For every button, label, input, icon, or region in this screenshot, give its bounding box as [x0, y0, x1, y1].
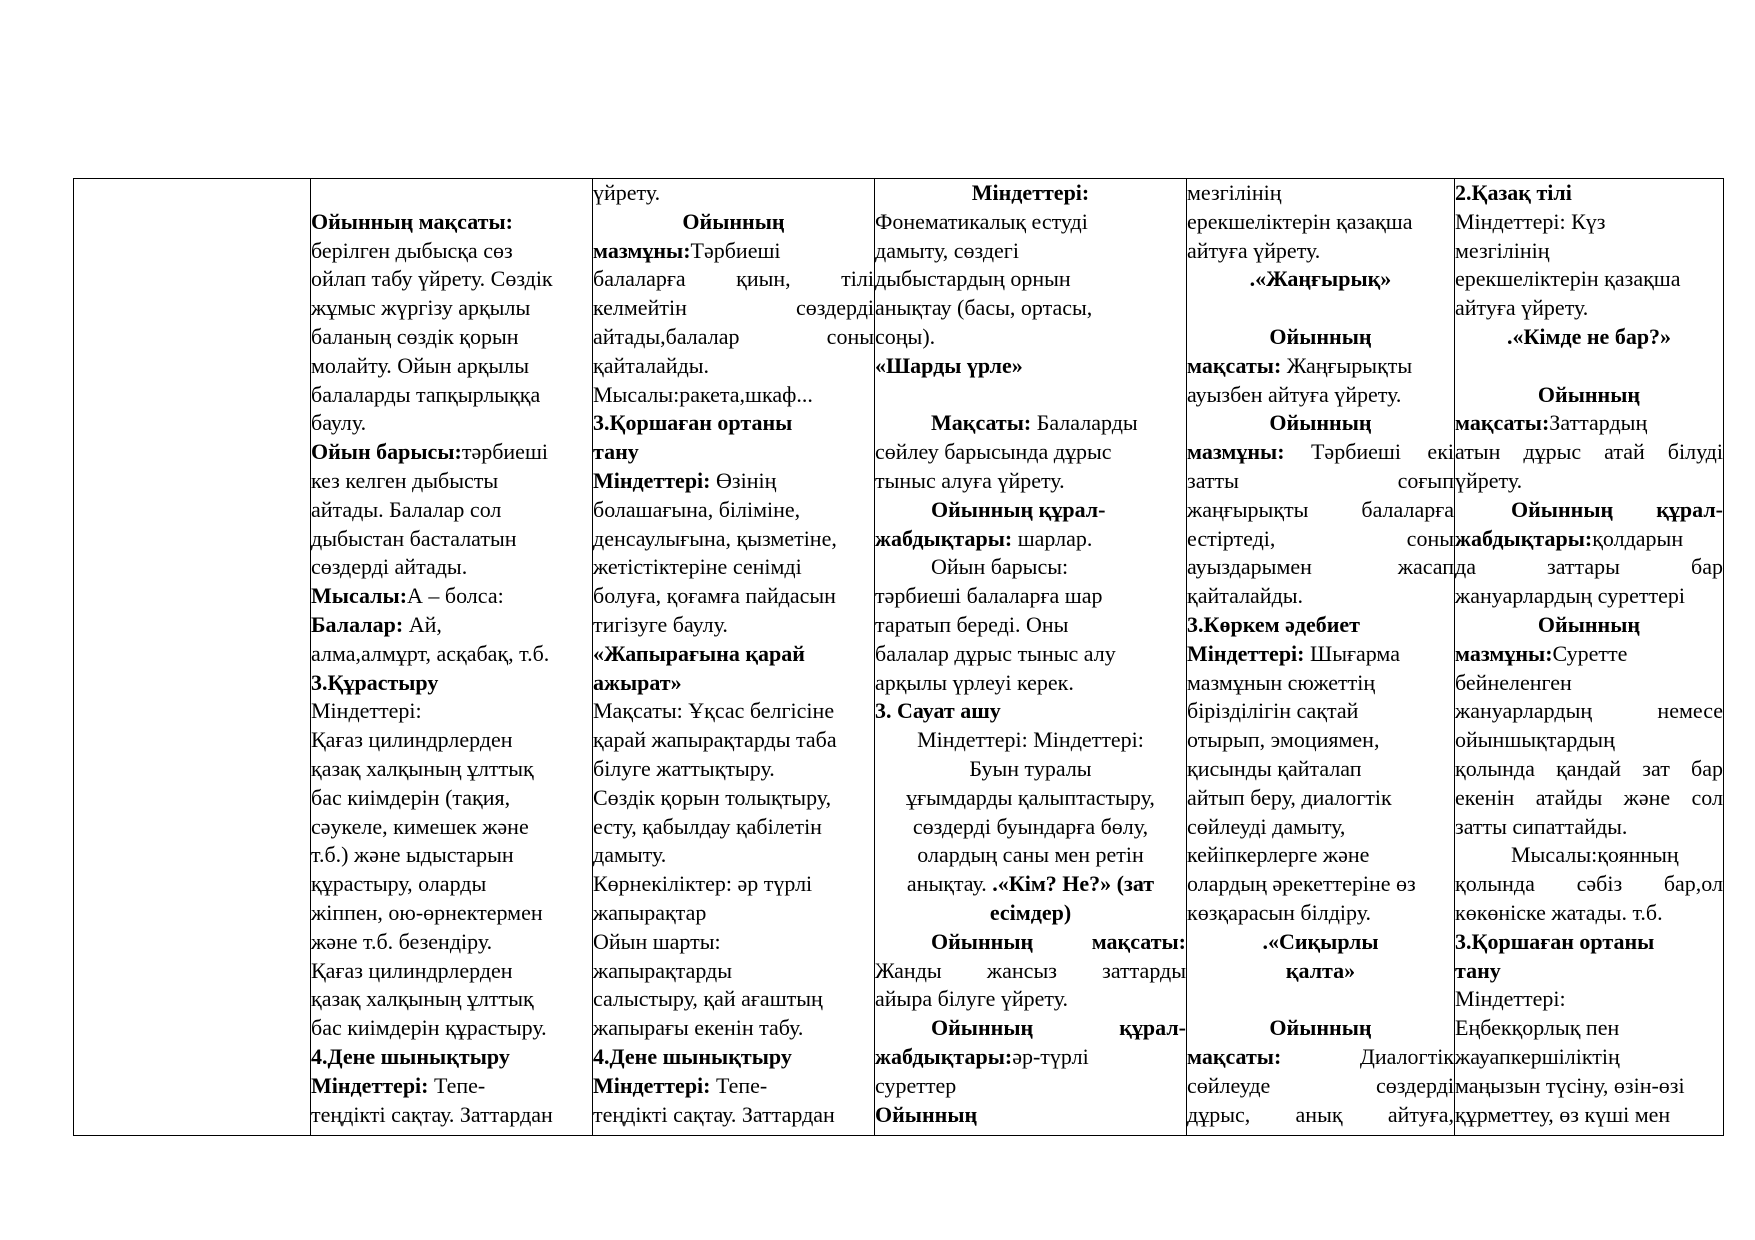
text-line: 3.Құрастыру — [311, 669, 439, 695]
text-line: білуге жаттықтыру. — [593, 755, 775, 781]
text-line: затты сипаттайды. — [1455, 813, 1628, 839]
text-line — [1187, 985, 1454, 1014]
text-line: ауызбен айтуға үйрету. — [1187, 381, 1402, 407]
text-line: айыра білуге үйрету. — [875, 986, 1069, 1012]
text-run: Заттардың — [1549, 410, 1648, 436]
text-line: затты соғып — [1187, 467, 1454, 493]
text-line: қисынды қайталап — [1187, 755, 1362, 781]
table-cell-col3 — [593, 179, 875, 1136]
text-line: жұмыс жүргізу арқылы — [311, 295, 531, 321]
text-line: .«Кімде не бар?» — [1506, 323, 1672, 349]
text-run: Балалар: — [311, 611, 404, 637]
text-line: қазақ халқының ұлттық — [311, 986, 534, 1012]
text-run: жабдықтары: — [875, 525, 1013, 551]
text-line: таратып береді. Оны — [875, 611, 1069, 637]
table-row — [74, 179, 1724, 1136]
table-cell-col1 — [74, 179, 311, 1136]
text-line: дыбыстан басталатын — [311, 525, 517, 551]
text-line: жіппен, ою-өрнектермен — [311, 899, 543, 925]
text-line: олардың саны мен ретін — [917, 842, 1144, 868]
text-line: ерекшеліктерін қазақша — [1455, 266, 1681, 292]
text-line: Ойынның — [1269, 323, 1372, 349]
text-line: Мысалы:қоянның — [1511, 842, 1679, 868]
table-cell-col6 — [1455, 179, 1724, 1136]
text-run: Міндеттері: — [311, 1072, 429, 1098]
text-line — [311, 611, 592, 640]
text-run: тәрбиеші — [461, 439, 548, 465]
text-line: тану — [593, 439, 639, 465]
text-line: т.б.) және ыдыстарын — [311, 842, 514, 868]
text-line — [1455, 352, 1723, 381]
text-line: қазақ халқының ұлттық — [311, 755, 534, 781]
text-line: ауыздарымен жасап — [1187, 554, 1454, 580]
text-line: бас киімдерін (тақия, — [311, 784, 511, 810]
text-run: әр-түрлі — [1012, 1043, 1089, 1069]
text-line: есімдер) — [989, 899, 1072, 925]
text-line: дұрыс, анық айтуға, — [1187, 1101, 1454, 1127]
text-line: кейіпкерлерге және — [1187, 842, 1370, 868]
text-run: жабдықтары: — [1455, 525, 1593, 551]
text-line: Жанды жансыз заттарды — [875, 957, 1186, 983]
text-line: тану — [1455, 957, 1501, 983]
text-line: баулу. — [311, 410, 367, 436]
text-line: берілген дыбысқа сөз — [311, 237, 513, 263]
text-line — [875, 870, 1186, 899]
text-line: жапырақтарды — [593, 957, 733, 983]
text-run: жабдықтары: — [875, 1043, 1013, 1069]
text-line: тыныс алуға үйрету. — [875, 467, 1065, 493]
text-line: есту, қабылдау қабілетін — [593, 813, 822, 839]
text-line — [875, 1043, 1186, 1072]
text-run: Жаңғырықты — [1281, 352, 1413, 378]
text-line: сәукеле, кимешек және — [311, 813, 529, 839]
table-cell-col4 — [875, 179, 1187, 1136]
text-run: Тепе- — [710, 1072, 768, 1098]
text-line: бірізділігін сақтай — [1187, 698, 1359, 724]
text-line: баланың сөздік қорын — [311, 323, 519, 349]
text-line: Міндеттері: — [311, 698, 422, 724]
text-line: .«Сиқырлы — [1262, 928, 1379, 954]
text-line: Ойынның мақсаты: — [931, 928, 1186, 954]
text-line: сөйлеу барысында дұрыс — [875, 439, 1112, 465]
text-line: Ойынның құрал- — [1511, 496, 1723, 522]
text-line: үйрету. — [593, 180, 661, 205]
text-line: .«Жаңғырық» — [1249, 266, 1392, 292]
text-line: мезгілінің — [1455, 237, 1550, 263]
text-line: теңдікті сақтау. Заттардан — [593, 1101, 835, 1127]
text-line: Міндеттері: — [971, 180, 1090, 205]
text-line — [875, 525, 1186, 554]
text-line: келмейтін сөздерді — [593, 295, 874, 321]
text-line: 4.Дене шынықтыру — [593, 1043, 792, 1069]
text-run: Суретте — [1552, 640, 1628, 666]
text-line: Ойынның мақсаты: — [311, 208, 513, 234]
text-line — [593, 1072, 874, 1101]
text-run: мақсаты: — [1187, 352, 1282, 378]
text-line: дамыту. — [593, 842, 667, 868]
text-run: анықтау. — [906, 871, 993, 897]
text-line: 2.Қазақ тілі — [1455, 180, 1572, 205]
text-run: Тәрбиеші екі — [1284, 439, 1454, 465]
text-line: құрастыру, оларды — [311, 871, 487, 897]
text-line: Қағаз цилиндрлерден — [311, 727, 513, 753]
text-line: естіртеді, соны — [1187, 525, 1454, 551]
text-line: балаларға қиын, тілі — [593, 266, 874, 292]
table-cell-col2 — [311, 179, 593, 1136]
text-line: сөздерді айтады. — [311, 554, 468, 580]
text-line: Ойын барысы: — [931, 554, 1069, 580]
text-line: жануарлардың немесе — [1455, 698, 1723, 724]
text-line: ойыншықтардың — [1455, 727, 1615, 753]
text-line — [1455, 409, 1723, 438]
text-line — [1187, 438, 1454, 467]
text-line — [875, 381, 1186, 410]
plan-table — [73, 178, 1724, 1136]
text-line: көкөніске жатады. т.б. — [1455, 899, 1663, 925]
text-line: айтып беру, диалогтік — [1187, 784, 1392, 810]
text-line: Ойынның — [1537, 381, 1641, 407]
text-line — [1187, 640, 1454, 669]
text-line: Мысалы:ракета,шкаф... — [593, 381, 813, 407]
text-line — [311, 179, 592, 208]
text-line: соңы). — [875, 323, 936, 349]
text-run: Шығарма — [1304, 640, 1400, 666]
text-line: денсаулығына, қызметіне, — [593, 525, 837, 551]
text-line — [1187, 294, 1454, 323]
text-line: сөйлеуді дамыту, — [1187, 813, 1346, 839]
text-line: Сөздік қорын толықтыру, — [593, 784, 832, 810]
text-line: айтады. Балалар сол — [311, 496, 502, 522]
text-line: балалар дұрыс тыныс алу — [875, 640, 1116, 666]
text-line: да заттары бар — [1455, 554, 1723, 580]
text-line: қайталайды. — [593, 352, 710, 378]
text-line: атын дұрыс атай білуді — [1455, 439, 1723, 465]
text-line: Ойынның құрал- — [931, 1015, 1186, 1041]
text-line: ойлап табу үйрету. Сөздік — [311, 266, 553, 292]
text-line: маңызын түсіну, өзін-өзі — [1455, 1072, 1685, 1098]
text-line — [311, 582, 592, 611]
text-line — [311, 438, 592, 467]
text-run: қолдарын — [1592, 525, 1684, 551]
text-line: Ойынның құрал- — [931, 496, 1106, 522]
text-line — [1187, 352, 1454, 381]
text-line — [1455, 640, 1723, 669]
text-line: жануарлардың суреттері — [1455, 583, 1685, 609]
text-line: жаңғырықты балаларға — [1187, 496, 1454, 522]
text-line: көзқарасын білдіру. — [1187, 899, 1372, 925]
text-line: Міндеттері: — [1455, 986, 1566, 1012]
text-line: айтады,балалар соны — [593, 323, 874, 349]
text-line: кез келген дыбысты — [311, 467, 499, 493]
text-line — [311, 1072, 592, 1101]
text-line: жетістіктеріне сенімді — [593, 554, 802, 580]
text-line — [1455, 525, 1723, 554]
text-run: мақсаты: — [1187, 1043, 1282, 1069]
cell-text — [593, 179, 874, 1135]
text-line: жапырақтар — [593, 899, 707, 925]
text-line: ажырат» — [593, 669, 682, 695]
text-line: тигізуге баулу. — [593, 611, 728, 637]
cell-text — [1187, 179, 1454, 1135]
text-line: Буын туралы — [969, 755, 1092, 781]
text-line: қарай жапырақтарды таба — [593, 727, 837, 753]
text-run: Тәрбиеші — [690, 237, 781, 263]
text-line: Қағаз цилиндрлерден — [311, 957, 513, 983]
text-line: Фонематикалық естуді — [875, 208, 1088, 234]
text-line: айтуға үйрету. — [1455, 295, 1589, 321]
text-run: мақсаты: — [1455, 410, 1550, 436]
text-run: шарлар. — [1012, 525, 1093, 551]
text-line: Ойын шарты: — [593, 928, 721, 954]
text-run: Міндеттері: — [593, 1072, 711, 1098]
text-line — [593, 467, 874, 496]
text-line: мезгілінің — [1187, 180, 1282, 205]
text-run: .«Кім? Не?» (зат — [992, 871, 1155, 897]
text-line: Міндеттері: Міндеттері: — [917, 727, 1144, 753]
text-line: қолында қандай зат бар — [1455, 755, 1723, 781]
text-run: А – болса: — [407, 583, 504, 609]
text-line: арқылы үрлеуі керек. — [875, 669, 1074, 695]
text-line: құрметтеу, өз күші мен — [1455, 1101, 1671, 1127]
text-line: айтуға үйрету. — [1187, 237, 1321, 263]
text-run: Тепе- — [428, 1072, 486, 1098]
text-line: және т.б. безендіру. — [311, 928, 493, 954]
text-run: Диалогтік — [1281, 1043, 1454, 1069]
text-run: Балаларды — [1031, 410, 1138, 436]
text-line: «Жапырағына қарай — [593, 640, 805, 666]
text-line: Ойынның — [875, 1101, 978, 1127]
text-line: ерекшеліктерін қазақша — [1187, 208, 1413, 234]
text-line: отырып, эмоциямен, — [1187, 727, 1380, 753]
text-line: жауапкершіліктің — [1455, 1043, 1620, 1069]
text-line — [593, 237, 874, 266]
text-line: болашағына, біліміне, — [593, 496, 801, 522]
text-line: мазмұнын сюжеттің — [1187, 669, 1376, 695]
text-line: Ойынның — [1537, 611, 1641, 637]
cell-text — [311, 179, 592, 1135]
text-line: олардың әрекеттеріне өз — [1187, 871, 1416, 897]
table-cell-col5 — [1187, 179, 1455, 1136]
cell-text — [74, 179, 310, 1135]
text-run: мазмұны: — [593, 237, 691, 263]
text-line: Еңбекқорлық пен — [1455, 1015, 1620, 1041]
text-run: Ойын барысы: — [311, 439, 462, 465]
text-line: дамыту, сөздегі — [875, 237, 1019, 263]
text-line: анықтау (басы, ортасы, — [875, 295, 1093, 321]
text-line: бейнеленген — [1455, 669, 1572, 695]
text-run: мазмұны: — [1455, 640, 1553, 666]
text-run: мазмұны: — [1187, 439, 1285, 465]
text-line: салыстыру, қай ағаштың — [593, 986, 823, 1012]
text-line: Мақсаты: Ұқсас белгісіне — [593, 698, 835, 724]
text-line: суреттер — [875, 1072, 957, 1098]
text-line: тәрбиеші балаларға шар — [875, 583, 1103, 609]
text-line — [1187, 1043, 1454, 1072]
text-line: Ойынның — [1269, 1015, 1372, 1041]
text-line: 3. Сауат ашу — [875, 698, 1001, 724]
text-line: 3.Көркем әдебиет — [1187, 611, 1360, 637]
text-line: 3.Қоршаған ортаны — [593, 410, 793, 436]
text-line: «Шарды үрле» — [875, 352, 1023, 378]
text-line: алма,алмұрт, асқабақ, т.б. — [311, 640, 550, 666]
text-line: қайталайды. — [1187, 583, 1304, 609]
text-line: бас киімдерін құрастыру. — [311, 1015, 547, 1041]
text-line: сөздерді буындарға бөлу, — [912, 813, 1149, 839]
text-line: болуға, қоғамға пайдасын — [593, 583, 836, 609]
text-line: Көрнекіліктер: әр түрлі — [593, 871, 813, 897]
text-line — [875, 409, 1186, 438]
text-line: екенін атайды және сол — [1455, 784, 1723, 810]
text-run: Міндеттері: — [593, 467, 711, 493]
text-line: Ойынның — [682, 208, 785, 234]
text-line: молайту. Ойын арқылы — [311, 352, 529, 378]
text-line: Міндеттері: Күз — [1455, 208, 1606, 234]
text-line: балаларды тапқырлыққа — [311, 381, 541, 407]
text-line: Ойынның — [1269, 410, 1372, 436]
text-run: Өзінің — [710, 467, 777, 493]
text-line: теңдікті сақтау. Заттардан — [311, 1101, 553, 1127]
text-run: Ай, — [403, 611, 442, 637]
text-run: Міндеттері: — [1187, 640, 1305, 666]
text-line: қолында сәбіз бар,ол — [1455, 871, 1723, 897]
text-line: дыбыстардың орнын — [875, 266, 1071, 292]
text-line: ұғымдарды қалыптастыру, — [906, 784, 1155, 810]
cell-text — [1455, 179, 1723, 1135]
text-line: қалта» — [1285, 957, 1356, 983]
text-line: 3.Қоршаған ортаны — [1455, 928, 1655, 954]
text-line: жапырағы екенін табу. — [593, 1015, 804, 1041]
text-run: Мысалы: — [311, 583, 408, 609]
text-line: үйрету. — [1455, 467, 1523, 493]
text-line: сөйлеуде сөздерді — [1187, 1072, 1454, 1098]
text-run: Мақсаты: — [931, 410, 1032, 436]
text-line: 4.Дене шынықтыру — [311, 1043, 510, 1069]
cell-text — [875, 179, 1186, 1135]
